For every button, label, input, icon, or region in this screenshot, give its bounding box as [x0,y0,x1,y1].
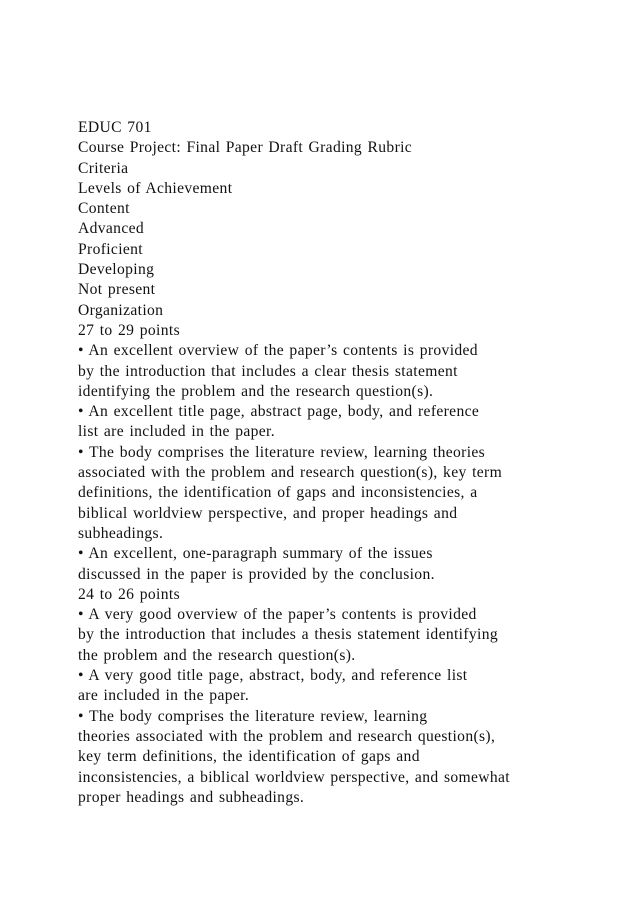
text-line: discussed in the paper is provided by the conclusion. [78,565,435,583]
points-range: 24 to 26 points [78,585,180,603]
text-line: Proficient [78,240,143,258]
text-line: biblical worldview perspective, and proper headings and [78,504,458,522]
text-line: proper headings and subheadings. [78,788,305,806]
text-line: Advanced [78,220,145,238]
text-line: definitions, the identification of gaps and inconsistencies, a [78,484,478,502]
bullet-line: • The body comprises the literature review, learning [78,707,428,725]
text-line: associated with the problem and research question(s), key term [78,464,503,482]
text-line: the problem and the research question(s). [78,646,356,664]
document-title: Course Project: Final Paper Draft Grading Rubric [78,139,413,157]
bullet-line: • The body comprises the literature review, learning theories [78,443,486,461]
text-line: Content [78,200,130,218]
text-line: Criteria [78,159,129,177]
bullet-line: • An excellent, one-paragraph summary of the issues [78,545,433,563]
text-line: subheadings. [78,524,164,542]
course-code: EDUC 701 [78,119,152,136]
bullet-line: • A very good title page, abstract, body, and reference list [78,667,468,685]
bullet-line: • An excellent overview of the paper’s contents is provided [78,342,478,360]
text-line: by the introduction that includes a clear thesis statement [78,362,458,380]
text-line: Not present [78,281,156,299]
text-line: inconsistencies, a biblical worldview perspective, and somewhat [78,768,510,786]
text-line: Levels of Achievement [78,179,233,197]
text-line: identifying the problem and the research question(s). [78,382,434,400]
text-line: theories associated with the problem and research question(s), [78,727,496,745]
text-line: Organization [78,301,164,319]
points-range: 27 to 29 points [78,321,180,339]
text-line: key term definitions, the identification of gaps and [78,748,420,766]
bullet-line: • A very good overview of the paper’s contents is provided [78,606,477,624]
text-line: list are included in the paper. [78,423,275,441]
bullet-line: • An excellent title page, abstract page, body, and reference [78,403,480,421]
text-line: Developing [78,261,155,279]
document-body [78,118,578,808]
text-line: are included in the paper. [78,687,250,705]
text-line: by the introduction that includes a thesis statement identifying [78,626,499,644]
